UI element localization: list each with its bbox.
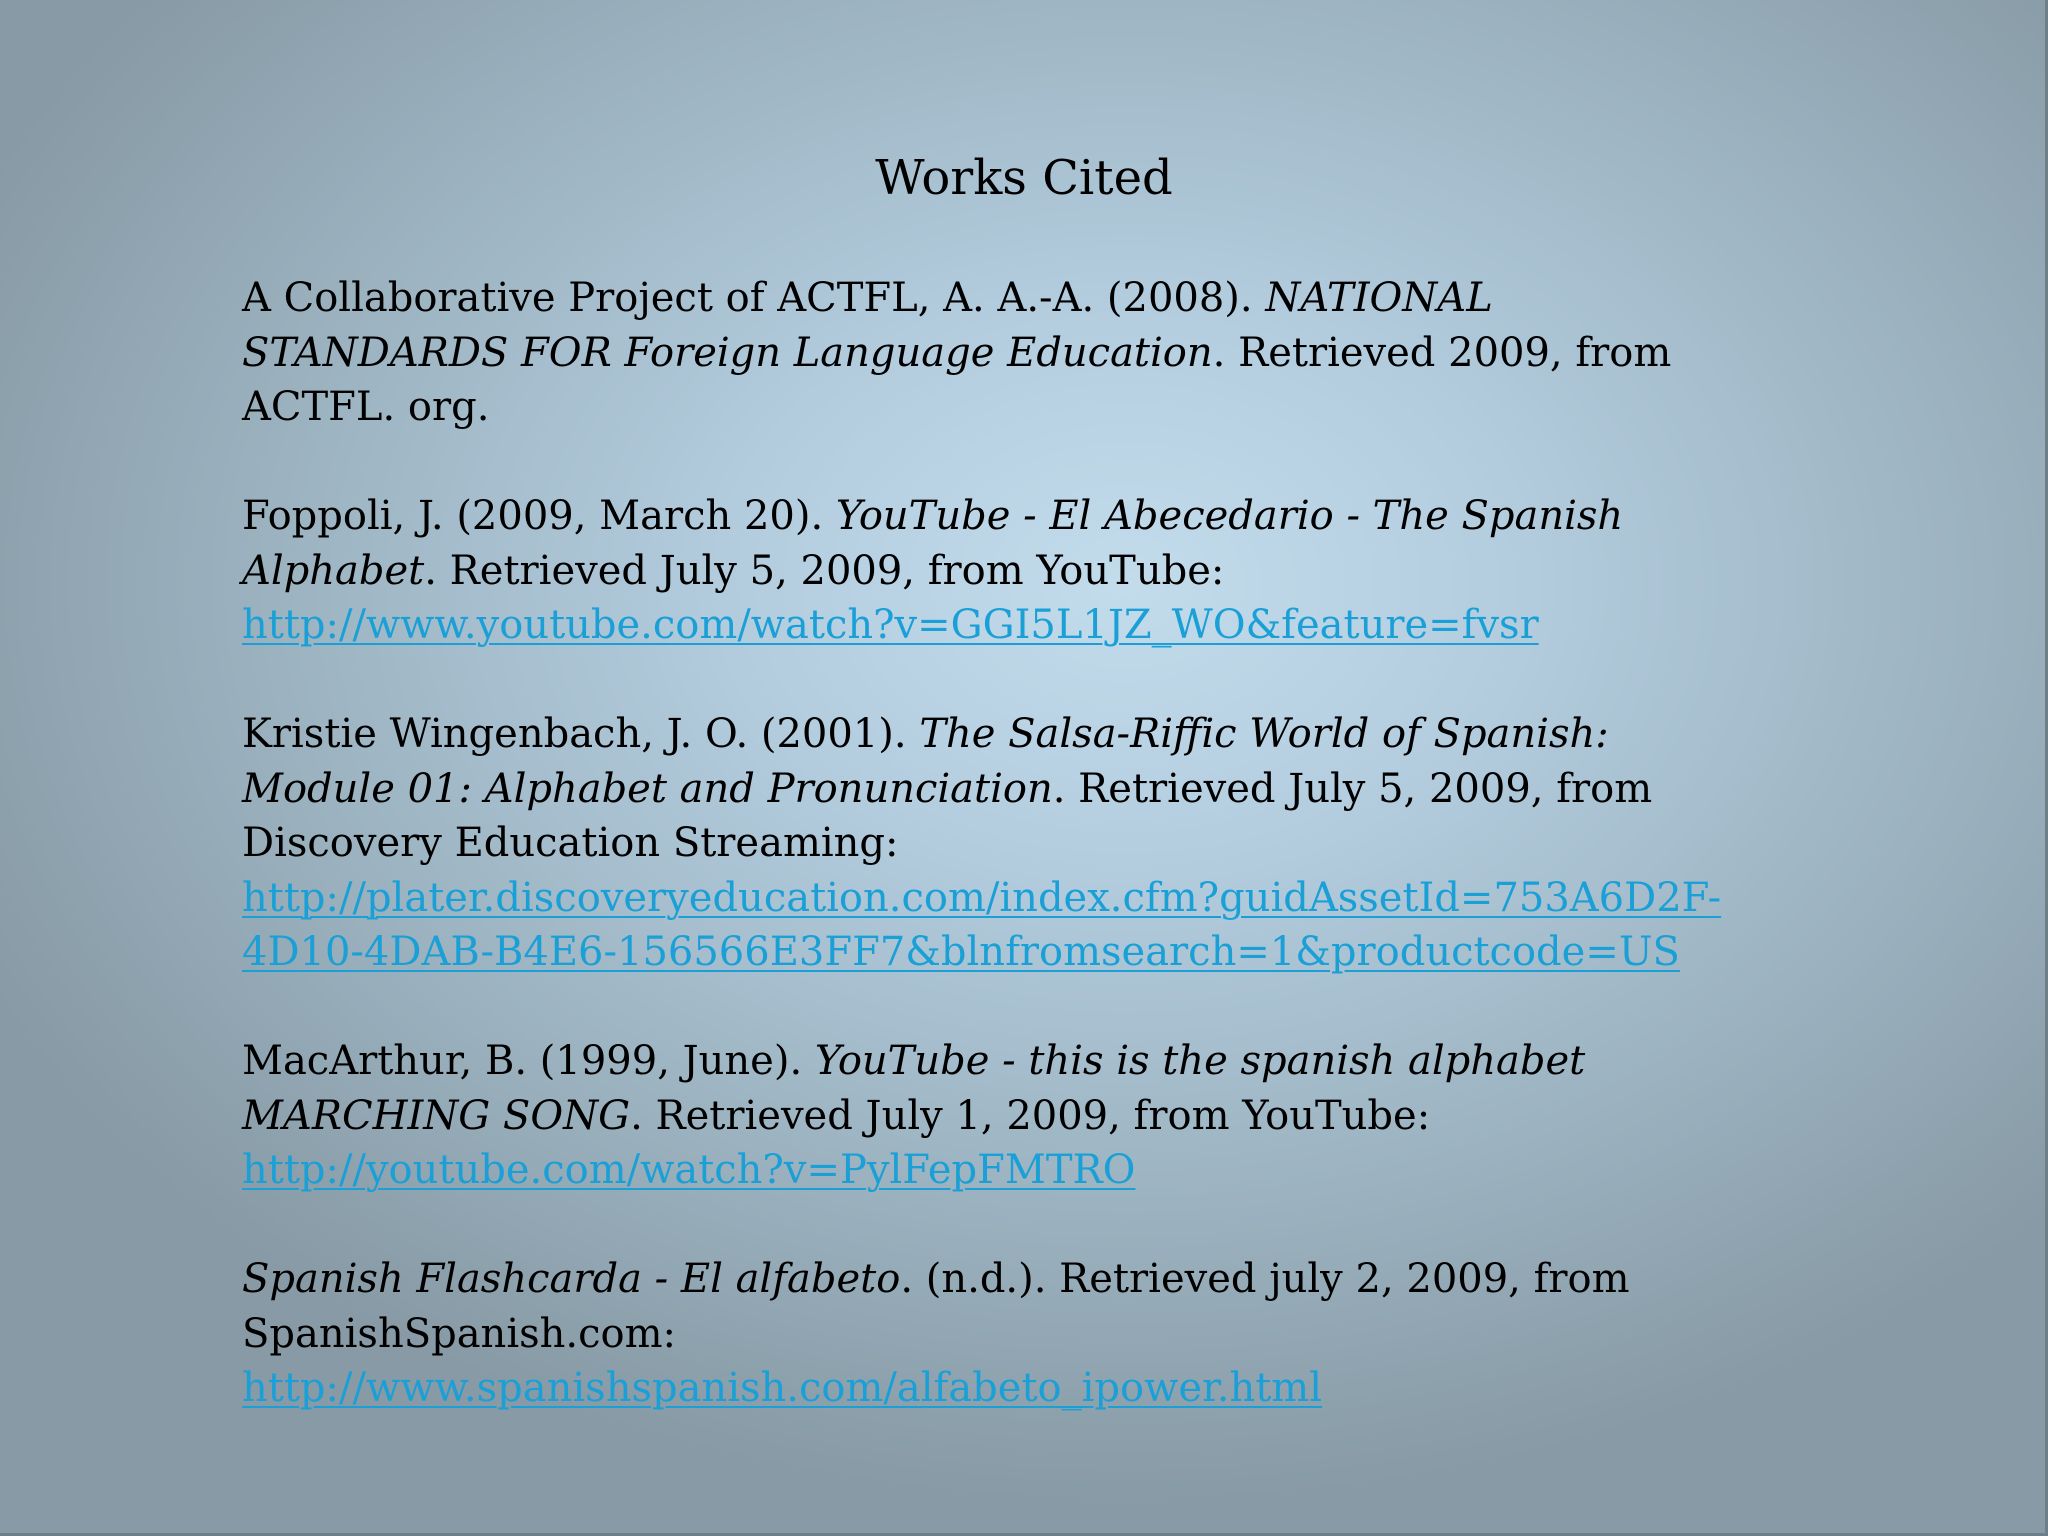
citation-line	[242, 489, 1822, 544]
citation-title: NATIONAL	[1265, 275, 1493, 321]
citation-source: SpanishSpanish.com:	[242, 1310, 677, 1357]
citation-line	[242, 326, 1822, 381]
citation-spanishspanish	[242, 1252, 1822, 1416]
citation-source: Discovery Education Streaming:	[242, 820, 899, 866]
citation-line	[242, 762, 1822, 817]
citation-title: STANDARDS FOR Foreign Language Education	[242, 329, 1213, 376]
discovery-education-link-part1[interactable]: http://plater.discoveryeducation.com/index.cfm?guidAssetId=753A6D2F-	[242, 874, 1722, 921]
citation-title: MARCHING SONG	[242, 1092, 631, 1139]
citation-line	[242, 1143, 1822, 1198]
citation-line	[242, 925, 1822, 980]
citation-source: . (n.d.). Retrieved july 2, 2009, from	[900, 1256, 1630, 1302]
citation-line	[242, 871, 1822, 926]
youtube-marching-song-link[interactable]: http://youtube.com/watch?v=PylFepFMTRO	[242, 1147, 1136, 1193]
citation-title: Spanish Flashcarda - El alfabeto	[242, 1256, 901, 1302]
citation-title: Module 01: Alphabet and Pronunciation	[242, 765, 1053, 812]
citation-author: MacArthur, B. (1999, June).	[242, 1038, 815, 1084]
citation-title: Alphabet	[242, 547, 425, 594]
citation-line	[242, 1361, 1822, 1416]
citation-source: . Retrieved 2009, from	[1212, 329, 1672, 376]
citation-source: ACTFL. org.	[242, 384, 490, 430]
citation-source: . Retrieved July 5, 2009, from YouTube:	[424, 547, 1225, 594]
citation-author: Kristie Wingenbach, J. O. (2001).	[242, 711, 920, 757]
citation-title: YouTube - El Abecedario - The Spanish	[835, 493, 1624, 539]
citation-line	[242, 1034, 1822, 1089]
citation-wingenbach	[242, 707, 1822, 980]
citation-title: YouTube - this is the spanish alphabet	[814, 1038, 1586, 1084]
citation-source: . Retrieved July 1, 2009, from YouTube:	[630, 1092, 1431, 1139]
citation-line	[242, 1089, 1822, 1144]
citation-line	[242, 707, 1822, 762]
page-title: Works Cited	[875, 150, 1173, 206]
citation-list	[242, 271, 1822, 1470]
citation-author: Foppoli, J. (2009, March 20).	[242, 493, 836, 539]
citation-title: The Salsa-Riffic World of Spanish:	[919, 711, 1609, 757]
discovery-education-link-part2[interactable]: 4D10-4DAB-B4E6-156566E3FF7&blnfromsearch=1&productcode=US	[242, 929, 1680, 975]
citation-actfl	[242, 271, 1822, 435]
citation-line	[242, 271, 1822, 326]
citation-line	[242, 544, 1822, 599]
citation-source: . Retrieved July 5, 2009, from	[1052, 765, 1653, 812]
citation-line	[242, 1252, 1822, 1307]
youtube-abecedario-link[interactable]: http://www.youtube.com/watch?v=GGI5L1JZ_WO&feature=fvsr	[242, 602, 1539, 648]
spanishspanish-link[interactable]: http://www.spanishspanish.com/alfabeto_ipower.html	[242, 1365, 1322, 1411]
citation-author: A Collaborative Project of ACTFL, A. A.-A. (2008).	[242, 275, 1266, 321]
citation-line	[242, 598, 1822, 653]
citation-foppoli	[242, 489, 1822, 653]
citation-macarthur	[242, 1034, 1822, 1198]
